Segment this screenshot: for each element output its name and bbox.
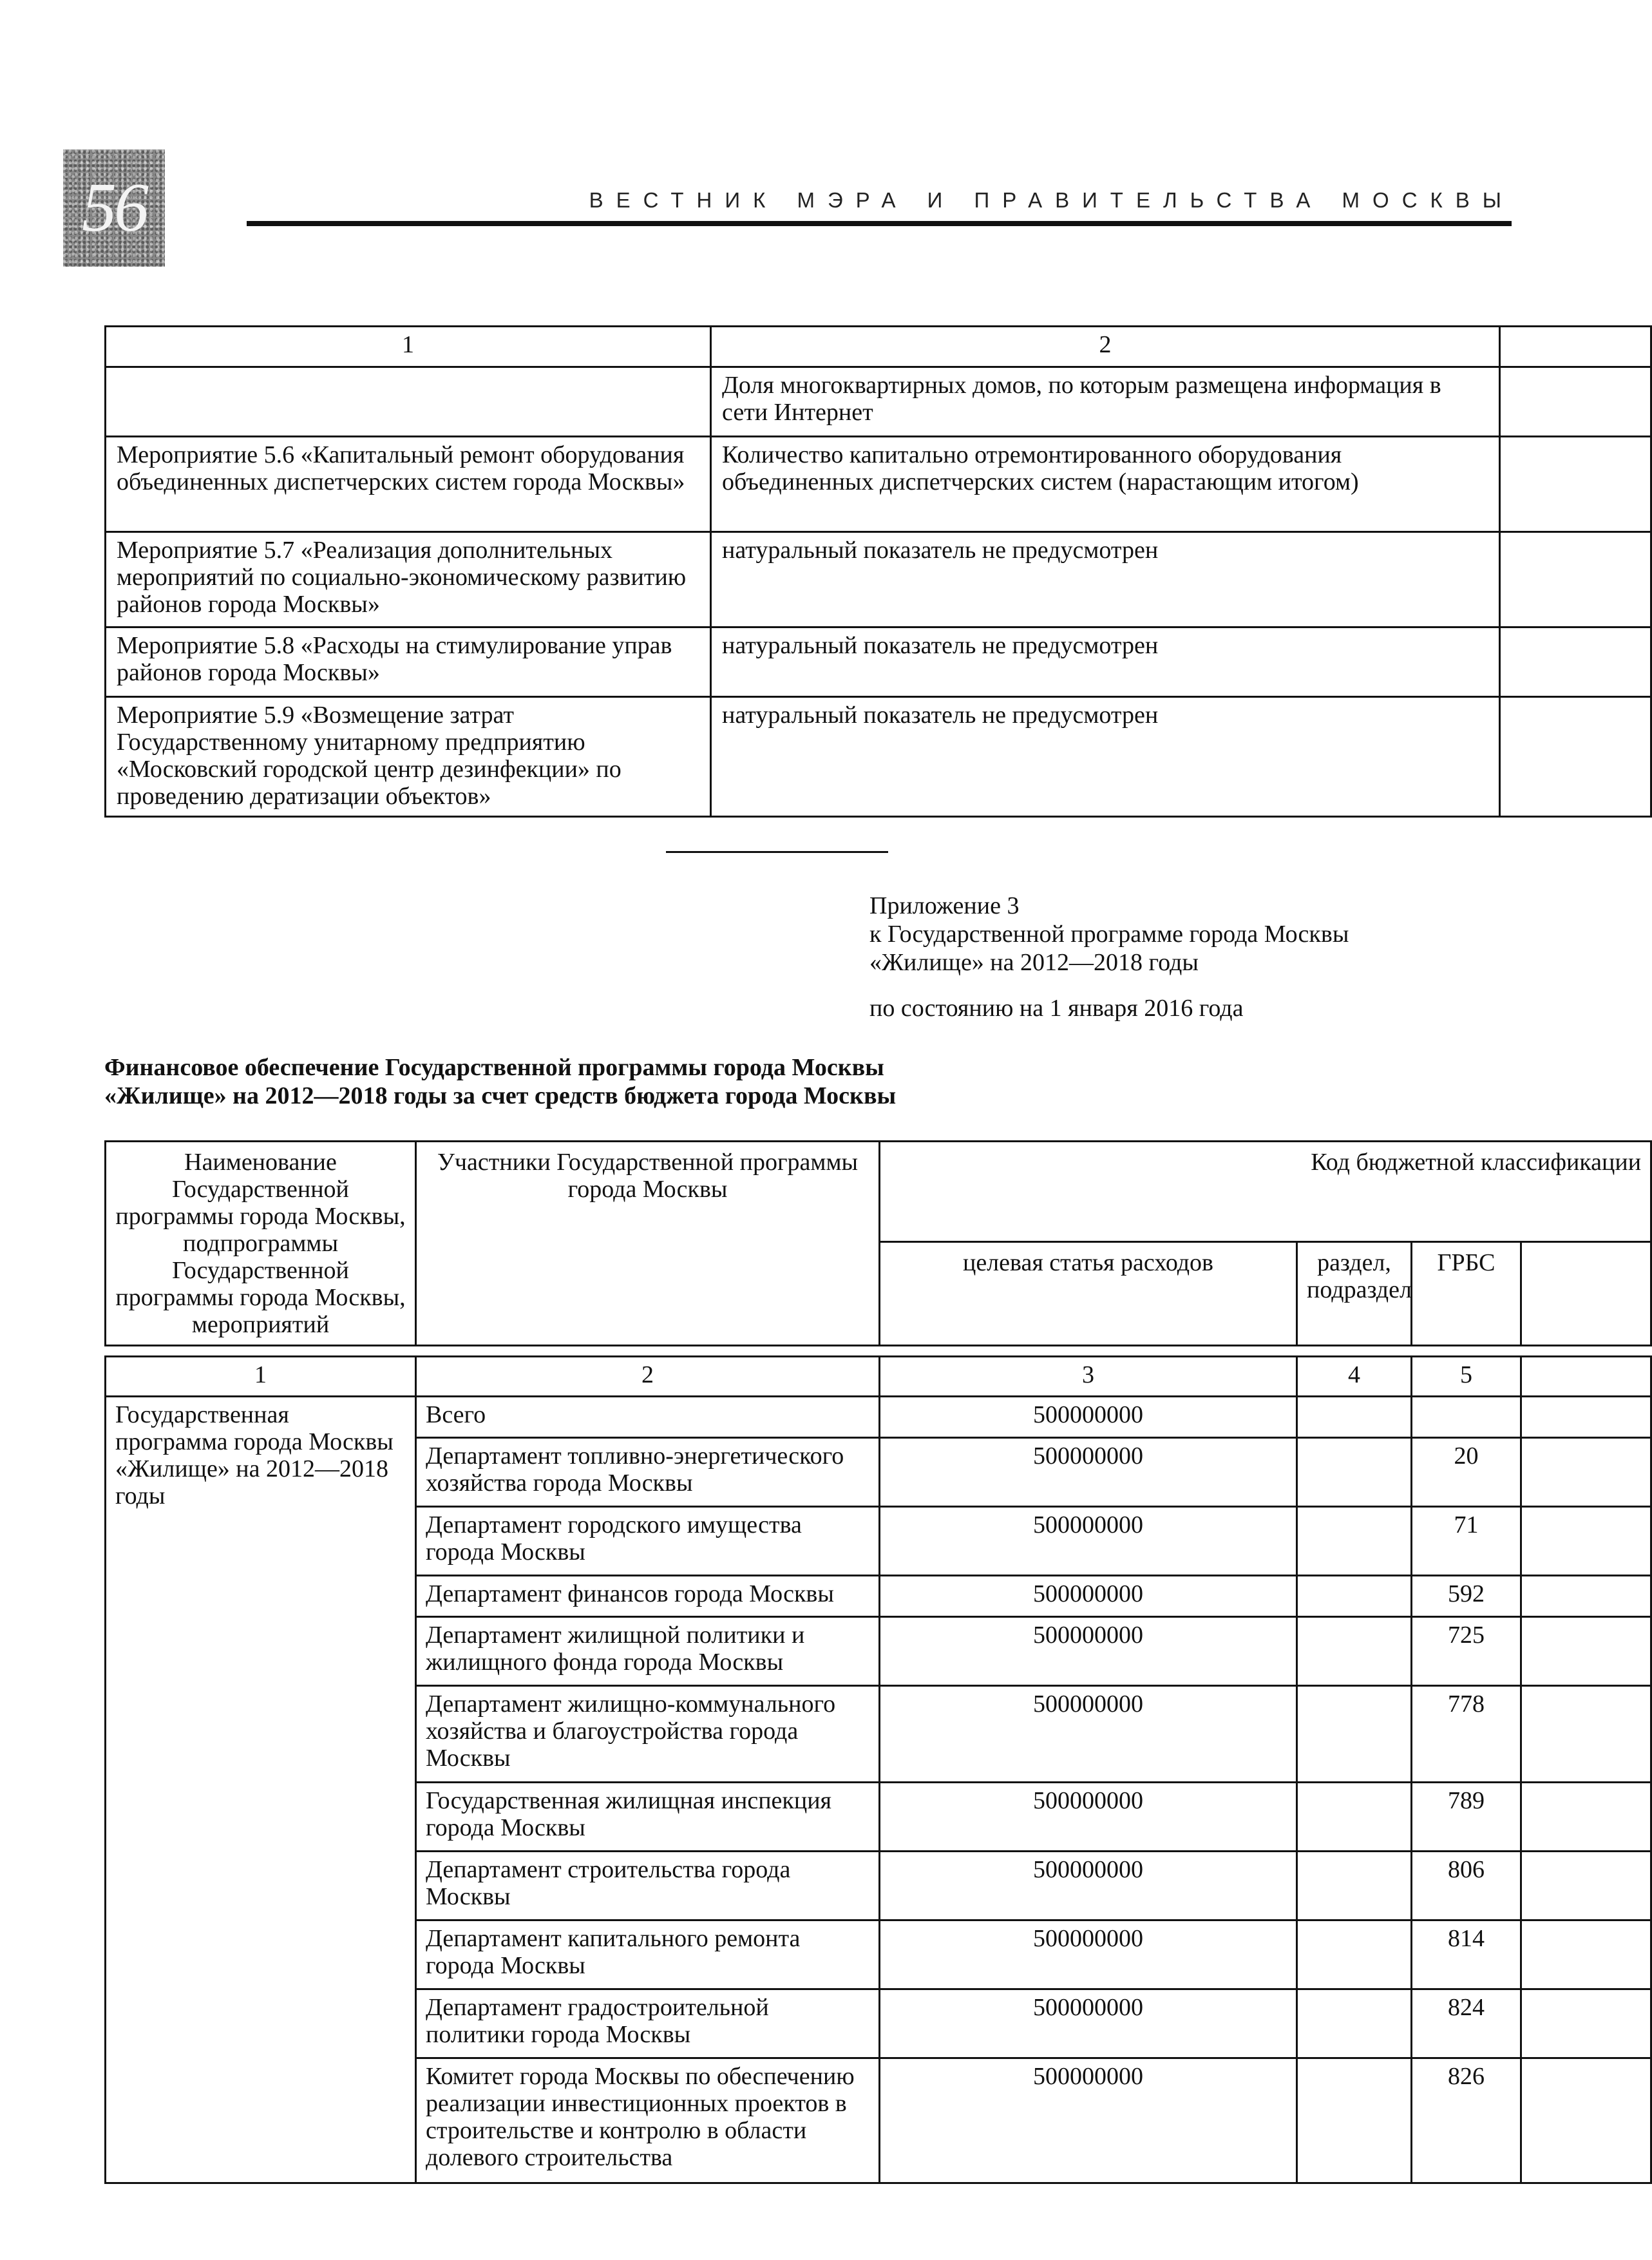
col-number: 3: [880, 1357, 1297, 1397]
table-row: [106, 697, 1651, 817]
participant: Департамент строительства города Москвы: [416, 1852, 880, 1920]
section-code: [1297, 1686, 1412, 1783]
section-code: [1297, 1852, 1412, 1920]
event-name: Мероприятие 5.6 «Капитальный ремонт оборудования объединенных диспетчерских систем города Москвы»: [106, 437, 711, 532]
section-divider: [666, 851, 888, 853]
indicators-table: [104, 325, 1652, 818]
target-article: 500000000: [880, 1576, 1297, 1617]
grbs-code: 20: [1412, 1438, 1521, 1507]
col-header-3-cut: [1500, 327, 1651, 367]
col-header-2: 2: [711, 327, 1500, 367]
table-row: [106, 1397, 1651, 1438]
header-name-col: Наименование Государственной программы города Москвы, подпрограммы Государственной программы города Москвы, мероприятий: [106, 1142, 416, 1346]
grbs-code: 814: [1412, 1920, 1521, 1989]
program-name: Государственная программа города Москвы «Жилище» на 2012—2018 годы: [106, 1397, 416, 2183]
participant: Департамент городского имущества города Москвы: [416, 1507, 880, 1576]
participant: Комитет города Москвы по обеспечению реализации инвестиционных проектов в строительстве и контролю в области долевого строительства: [416, 2058, 880, 2183]
table-row: [106, 627, 1651, 697]
grbs-code: 826: [1412, 2058, 1521, 2183]
indicator-text: Доля многоквартирных домов, по которым размещена информация в сети Интернет: [711, 367, 1500, 437]
header-section: раздел, подраздел: [1297, 1241, 1412, 1345]
grbs-code: 592: [1412, 1576, 1521, 1617]
grbs-code: 789: [1412, 1783, 1521, 1852]
col-number: 1: [106, 1357, 416, 1397]
col-number: 5: [1412, 1357, 1521, 1397]
target-article: 500000000: [880, 1852, 1297, 1920]
section-code: [1297, 1783, 1412, 1852]
document-title-line: «Жилище» на 2012—2018 годы за счет средств бюджета города Москвы: [104, 1082, 897, 1109]
section-code: [1297, 2058, 1412, 2183]
participant: Государственная жилищная инспекция города Москвы: [416, 1783, 880, 1852]
header-grbs: ГРБС: [1412, 1241, 1521, 1345]
section-code: [1297, 1397, 1412, 1438]
grbs-code: 725: [1412, 1617, 1521, 1686]
section-code: [1297, 1507, 1412, 1576]
participant: Всего: [416, 1397, 880, 1438]
target-article: 500000000: [880, 1617, 1297, 1686]
target-article: 500000000: [880, 1438, 1297, 1507]
section-code: [1297, 1920, 1412, 1989]
participant: Департамент финансов города Москвы: [416, 1576, 880, 1617]
target-article: 500000000: [880, 1920, 1297, 1989]
grbs-code: 778: [1412, 1686, 1521, 1783]
col-header-1: 1: [106, 327, 711, 367]
col-number: 2: [416, 1357, 880, 1397]
finance-table-header: [104, 1140, 1652, 1346]
document-title-line: Финансовое обеспечение Государственной программы города Москвы: [104, 1054, 884, 1081]
table-header-row: [106, 327, 1651, 367]
target-article: 500000000: [880, 2058, 1297, 2183]
grbs-code: 824: [1412, 1989, 1521, 2058]
table-row: [106, 437, 1651, 532]
header-participants-col: Участники Государственной программы города Москвы: [416, 1142, 880, 1346]
target-article: 500000000: [880, 1989, 1297, 2058]
section-code: [1297, 1576, 1412, 1617]
event-name: Мероприятие 5.7 «Реализация дополнительных мероприятий по социально-экономическому развитию районов города Москвы»: [106, 532, 711, 627]
state-date: по состоянию на 1 января 2016 года: [869, 995, 1244, 1022]
target-article: 500000000: [880, 1507, 1297, 1576]
participant: Департамент жилищной политики и жилищного фонда города Москвы: [416, 1617, 880, 1686]
table-row: [106, 532, 1651, 627]
indicator-text: натуральный показатель не предусмотрен: [711, 532, 1500, 627]
appendix-line: Приложение 3: [869, 892, 1020, 919]
indicator-text: натуральный показатель не предусмотрен: [711, 697, 1500, 817]
appendix-line: к Государственной программе города Москвы: [869, 921, 1349, 948]
col-number: 4: [1297, 1357, 1412, 1397]
column-numbers-row: [106, 1357, 1651, 1397]
journal-title: ВЕСТНИК МЭРА И ПРАВИТЕЛЬСТВА МОСКВЫ: [589, 188, 1514, 212]
target-article: 500000000: [880, 1686, 1297, 1783]
indicator-text: Количество капитально отремонтированного оборудования объединенных диспетчерских систем (нарастающим итогом): [711, 437, 1500, 532]
indicator-text: натуральный показатель не предусмотрен: [711, 627, 1500, 697]
event-name: Мероприятие 5.8 «Расходы на стимулирование управ районов города Москвы»: [106, 627, 711, 697]
document-title: [104, 1053, 896, 1110]
page-number: 56: [63, 149, 165, 267]
header-rule: [247, 221, 1512, 226]
participant: Департамент жилищно-коммунального хозяйства и благоустройства города Москвы: [416, 1686, 880, 1783]
finance-table: [104, 1355, 1652, 2184]
appendix-caption: [869, 892, 1349, 977]
table-row: [106, 367, 1651, 437]
participant: Департамент топливно-энергетического хозяйства города Москвы: [416, 1438, 880, 1507]
appendix-line: «Жилище» на 2012—2018 годы: [869, 949, 1199, 976]
header-budget-code: Код бюджетной классификации: [880, 1142, 1651, 1242]
event-name: Мероприятие 5.9 «Возмещение затрат Государственному унитарному предприятию «Московский городской центр дезинфекции» по проведению дератизации объектов»: [106, 697, 711, 817]
target-article: 500000000: [880, 1783, 1297, 1852]
section-code: [1297, 1617, 1412, 1686]
target-article: 500000000: [880, 1397, 1297, 1438]
grbs-code: [1412, 1397, 1521, 1438]
section-code: [1297, 1438, 1412, 1507]
event-name: [106, 367, 711, 437]
header-target-article: целевая статья расходов: [880, 1241, 1297, 1345]
grbs-code: 71: [1412, 1507, 1521, 1576]
grbs-code: 806: [1412, 1852, 1521, 1920]
participant: Департамент градостроительной политики города Москвы: [416, 1989, 880, 2058]
section-code: [1297, 1989, 1412, 2058]
participant: Департамент капитального ремонта города Москвы: [416, 1920, 880, 1989]
